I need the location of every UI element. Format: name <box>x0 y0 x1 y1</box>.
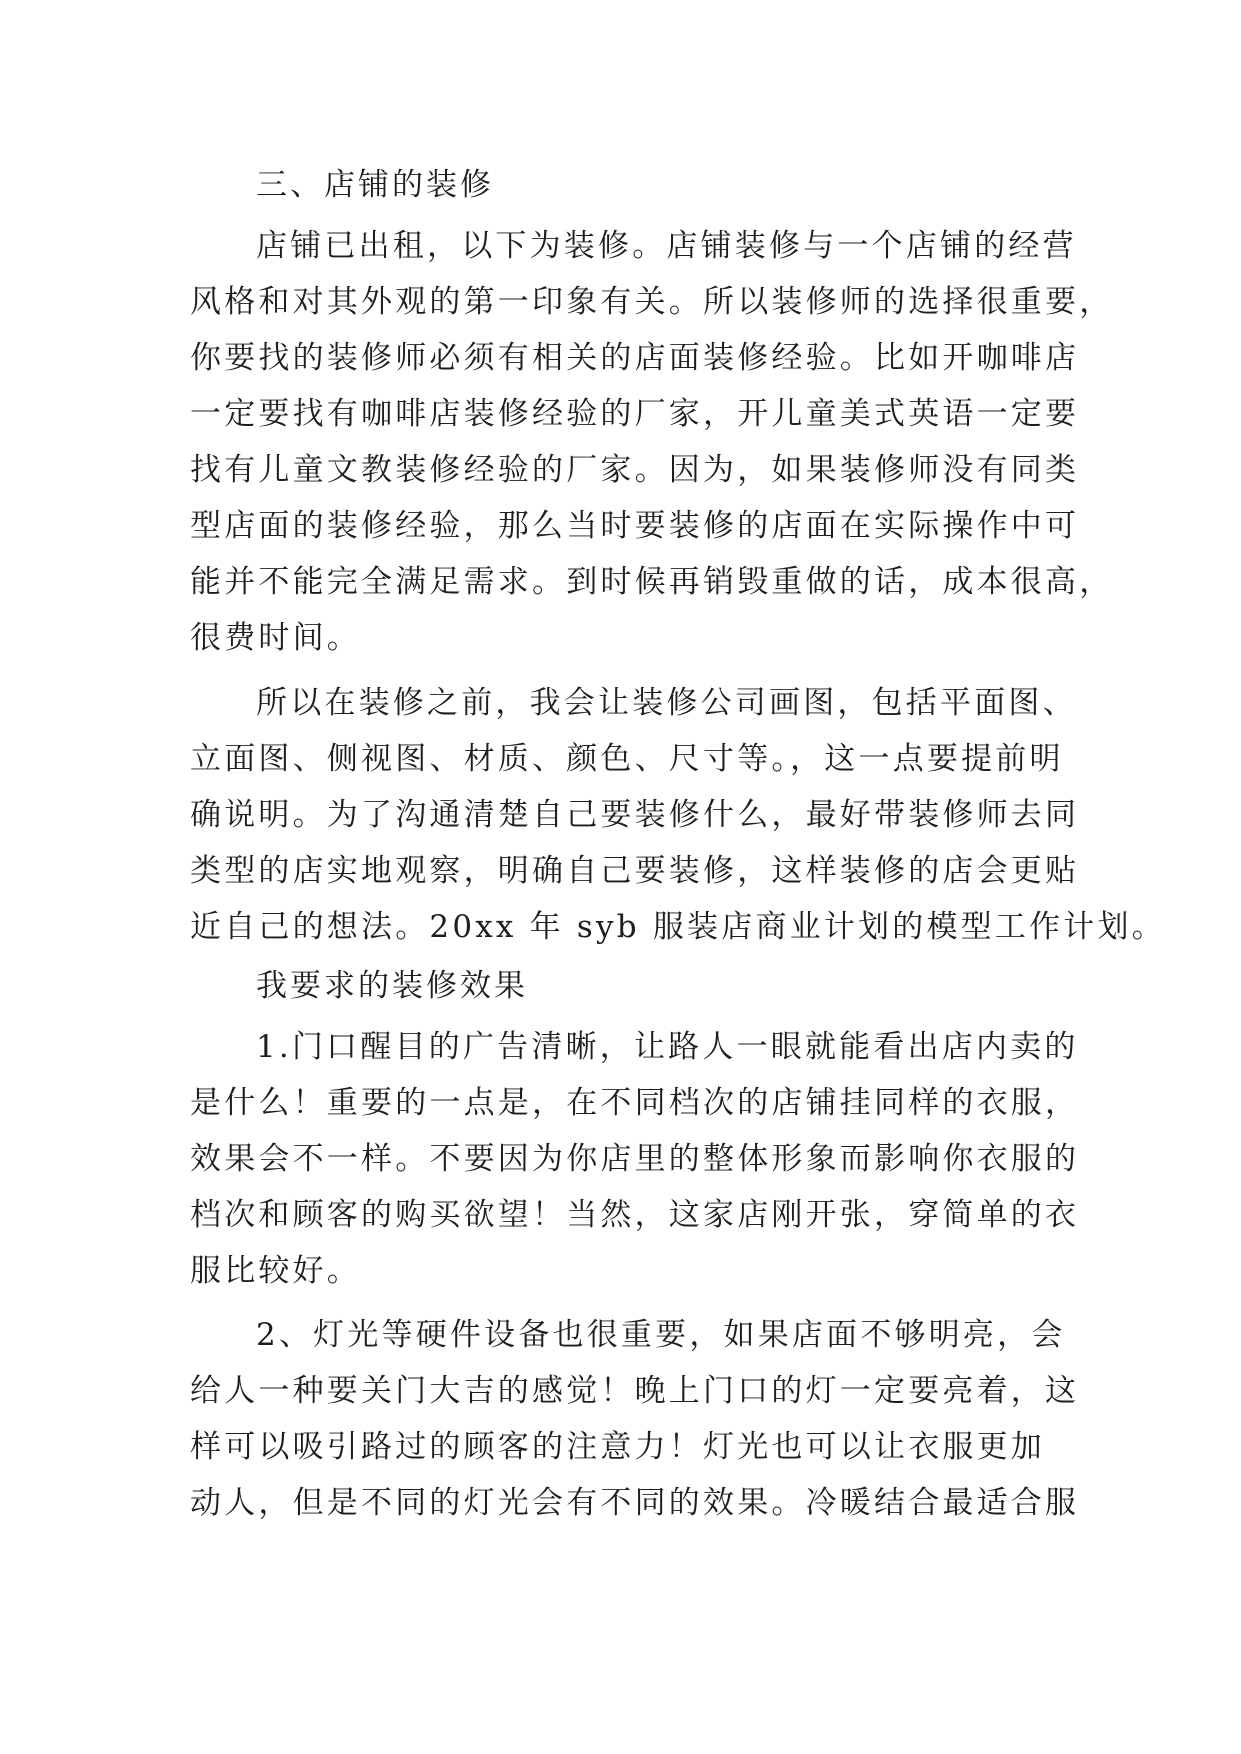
paragraph-line: 所以在装修之前，我会让装修公司画图，包括平面图、 <box>256 685 1077 721</box>
paragraph-line: 能并不能完全满足需求。到时候再销毁重做的话，成本很高， <box>190 564 1114 600</box>
paragraph-line: 1.门口醒目的广告清晰，让路人一眼就能看出店内卖的 <box>256 1029 1079 1065</box>
paragraph-line: 类型的店实地观察，明确自己要装修，这样装修的店会更贴 <box>190 853 1080 889</box>
paragraph-line: 型店面的装修经验，那么当时要装修的店面在实际操作中可 <box>190 508 1080 544</box>
paragraph-line: 近自己的想法。20xx 年 syb 服装店商业计划的模型工作计划。 <box>190 909 1166 945</box>
paragraph-line: 确说明。为了沟通清楚自己要装修什么，最好带装修师去同 <box>190 797 1080 833</box>
paragraph-line: 你要找的装修师必须有相关的店面装修经验。比如开咖啡店 <box>190 340 1080 376</box>
section-heading: 三、店铺的装修 <box>256 167 494 203</box>
paragraph-line: 店铺已出租，以下为装修。店铺装修与一个店铺的经营 <box>256 228 1077 264</box>
paragraph-line: 一定要找有咖啡店装修经验的厂家，开儿童美式英语一定要 <box>190 396 1080 432</box>
paragraph-line: 2、灯光等硬件设备也很重要，如果店面不够明亮，会 <box>256 1317 1066 1353</box>
paragraph-line: 档次和顾客的购买欲望！当然，这家店刚开张，穿简单的衣 <box>190 1197 1080 1233</box>
paragraph-line: 很费时间。 <box>190 620 361 656</box>
subheading: 我要求的装修效果 <box>256 968 528 1004</box>
paragraph-line: 动人，但是不同的灯光会有不同的效果。冷暖结合最适合服 <box>190 1485 1080 1521</box>
paragraph-line: 立面图、侧视图、材质、颜色、尺寸等。，这一点要提前明 <box>190 741 1064 777</box>
paragraph-line: 服比较好。 <box>190 1253 361 1289</box>
paragraph-line: 找有儿童文教装修经验的厂家。因为，如果装修师没有同类 <box>190 452 1080 488</box>
paragraph-line: 样可以吸引路过的顾客的注意力！灯光也可以让衣服更加 <box>190 1429 1045 1465</box>
paragraph-line: 是什么！重要的一点是，在不同档次的店铺挂同样的衣服， <box>190 1085 1080 1121</box>
paragraph-line: 风格和对其外观的第一印象有关。所以装修师的选择很重要， <box>190 284 1114 320</box>
paragraph-line: 效果会不一样。不要因为你店里的整体形象而影响你衣服的 <box>190 1141 1080 1177</box>
paragraph-line: 给人一种要关门大吉的感觉！晚上门口的灯一定要亮着，这 <box>190 1373 1080 1409</box>
